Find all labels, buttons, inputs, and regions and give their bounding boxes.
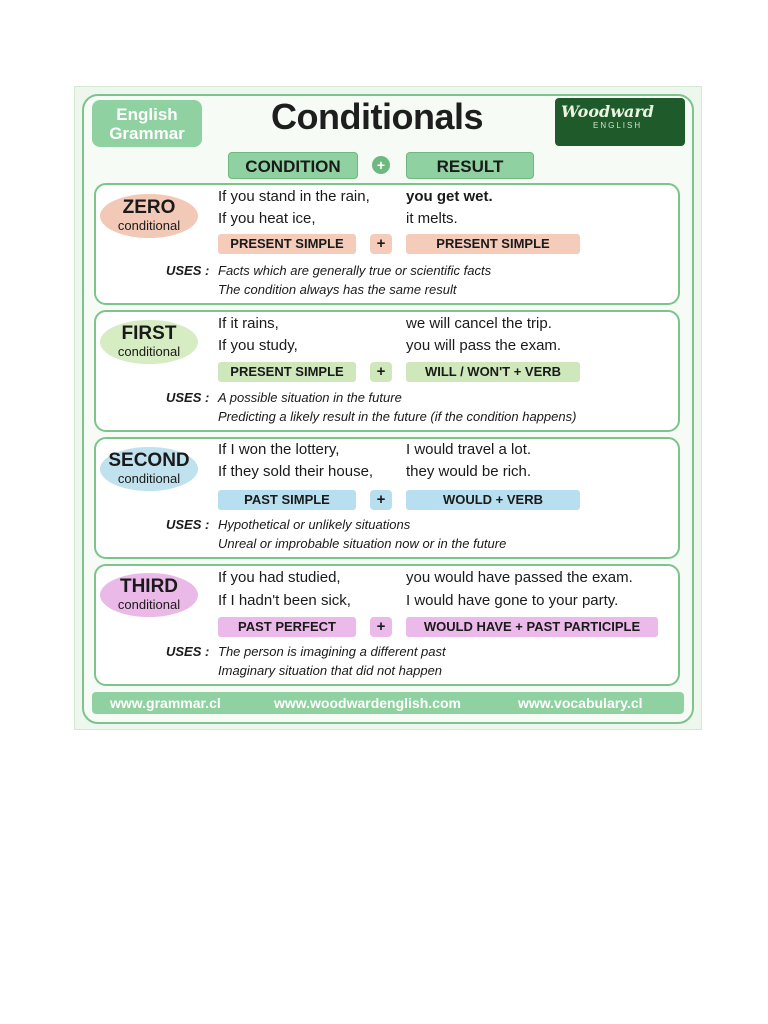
second-ex1-condition: If I won the lottery, xyxy=(218,441,340,458)
zero-use-2: The condition always has the same result xyxy=(218,282,457,297)
second-oval xyxy=(100,447,198,491)
zero-title: ZERO xyxy=(122,197,176,218)
third-ex2-condition: If I hadn't been sick, xyxy=(218,592,351,609)
first-use-2: Predicting a likely result in the future (if the condition happens) xyxy=(218,409,577,424)
third-use-2: Imaginary situation that did not happen xyxy=(218,663,443,678)
zero-condition-form: PRESENT SIMPLE xyxy=(218,234,356,254)
first-ex2-result: you will pass the exam. xyxy=(406,337,562,354)
third-ex1-result: you would have passed the exam. xyxy=(406,569,633,586)
second-ex2-condition: If they sold their house, xyxy=(218,463,374,480)
second-result-form: WOULD + VERB xyxy=(406,490,580,510)
third-result-form: WOULD HAVE + PAST PARTICIPLE xyxy=(406,617,658,637)
third-ex1-condition: If you had studied, xyxy=(218,569,341,586)
first-ex2-condition: If you study, xyxy=(218,337,298,354)
first-plus-icon: + xyxy=(370,362,392,382)
logo-sub: ENGLISH xyxy=(593,121,643,130)
first-ex1-result: we will cancel the trip. xyxy=(406,315,552,332)
zero-result-form: PRESENT SIMPLE xyxy=(406,234,580,254)
first-condition-form: PRESENT SIMPLE xyxy=(218,362,356,382)
zero-ex1-result: you get wet. xyxy=(406,188,493,205)
second-use-1: Hypothetical or unlikely situations xyxy=(218,517,411,532)
second-plus-icon: + xyxy=(370,490,392,510)
third-title: THIRD xyxy=(119,576,179,597)
page-title: Conditionals xyxy=(271,96,483,137)
zero-sub: conditional xyxy=(117,218,181,233)
first-uses-label: USES : xyxy=(166,390,210,405)
third-ex2-result: I would have gone to your party. xyxy=(406,592,619,609)
tag-line-2: Grammar xyxy=(109,124,185,143)
first-result-form: WILL / WON'T + VERB xyxy=(406,362,580,382)
tag-line-1: English xyxy=(116,105,178,124)
zero-ex1-condition: If you stand in the rain, xyxy=(218,188,370,205)
third-condition-form: PAST PERFECT xyxy=(218,617,356,637)
second-ex1-result: I would travel a lot. xyxy=(406,441,532,458)
first-ex1-condition: If it rains, xyxy=(218,315,279,332)
zero-ex2-result: it melts. xyxy=(406,210,458,227)
condition-header: CONDITION xyxy=(228,152,358,179)
result-header: RESULT xyxy=(406,152,534,179)
zero-uses-label: USES : xyxy=(166,263,210,278)
woodward-logo xyxy=(555,98,685,146)
third-oval xyxy=(100,573,198,617)
footer-link-vocabulary[interactable]: www.vocabulary.cl xyxy=(518,695,643,711)
third-uses-label: USES : xyxy=(166,644,210,659)
first-title: FIRST xyxy=(121,323,177,344)
footer-bar xyxy=(92,692,684,714)
first-sub: conditional xyxy=(117,344,181,359)
second-condition-form: PAST SIMPLE xyxy=(218,490,356,510)
third-sub: conditional xyxy=(117,597,181,612)
zero-use-1: Facts which are generally true or scientific facts xyxy=(218,263,492,278)
third-use-1: The person is imagining a different past xyxy=(218,644,446,659)
first-oval xyxy=(100,320,198,364)
second-title: SECOND xyxy=(108,450,190,471)
second-ex2-result: they would be rich. xyxy=(406,463,532,480)
footer-link-woodward[interactable]: www.woodwardenglish.com xyxy=(274,695,461,711)
second-sub: conditional xyxy=(117,471,181,486)
third-plus-icon: + xyxy=(370,617,392,637)
english-grammar-tag xyxy=(92,100,202,147)
second-uses-label: USES : xyxy=(166,517,210,532)
first-use-1: A possible situation in the future xyxy=(218,390,402,405)
zero-oval xyxy=(100,194,198,238)
footer-link-grammar[interactable]: www.grammar.cl xyxy=(110,695,221,711)
header-plus-icon: + xyxy=(372,156,390,174)
zero-plus-icon: + xyxy=(370,234,392,254)
logo-word: Woodward xyxy=(561,102,654,121)
second-use-2: Unreal or improbable situation now or in the future xyxy=(218,536,507,551)
zero-ex2-condition: If you heat ice, xyxy=(218,210,316,227)
